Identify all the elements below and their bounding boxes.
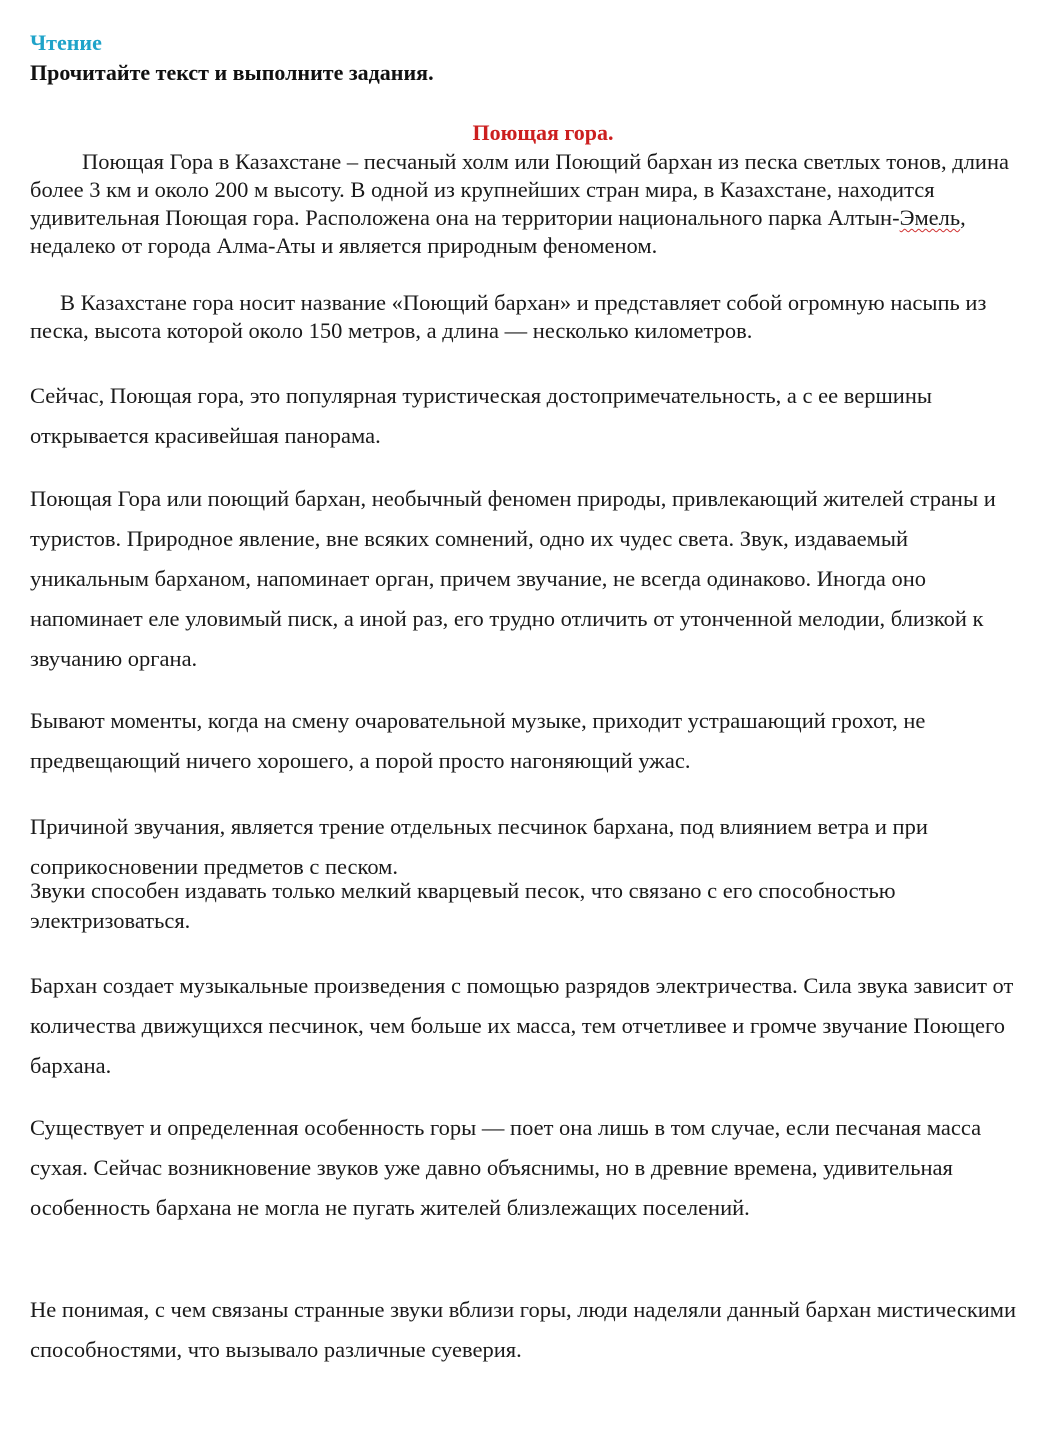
paragraph-3: Сейчас, Поющая гора, это популярная туристическая достопримечательность, а с ее вершины открывается красивейшая панорама. — [30, 383, 932, 448]
paragraph-8: Существует и определенная особенность горы — поет она лишь в том случае, если песчаная масса сухая. Сейчас возникновение звуков уже давно объяснимы, но в древние времена, удивительная особенность бархана не могла не пугать жителей близлежащих поселений. — [30, 1115, 982, 1220]
paragraph-7: Бархан создает музыкальные произведения с помощью разрядов электричества. Сила звука зависит от количества движущихся песчинок, чем больше их масса, тем отчетливее и громче звучание Поющего бархана. — [30, 973, 1014, 1078]
article-title: Поющая гора. — [472, 120, 614, 145]
paragraph-1-text: Поющая Гора в Казахстане – песчаный холм или Поющий бархан из песка светлых тонов, длина более 3 км и около 200 м высоту. В одной из крупнейших стран мира, в Казахстане, находится удивительная Поющая гора. Расположена она на территории национального парка Алтын- — [30, 149, 1010, 230]
paragraph-6-continued: Звуки способен издавать только мелкий кварцевый песок, что связано с его способностью электризоваться. — [30, 878, 896, 933]
paragraph-2: В Казахстане гора носит название «Поющий бархан» и представляет собой огромную насыпь из песка, высота которой около 150 метров, а длина — несколько километров. — [30, 290, 987, 343]
paragraph-9: Не понимая, с чем связаны странные звуки вблизи горы, люди наделяли данный бархан мистическими способностями, что вызывало различные суеверия. — [30, 1297, 1017, 1362]
paragraph-1 — [30, 148, 1022, 260]
section-label: Чтение — [30, 30, 102, 55]
instruction: Прочитайте текст и выполните задания. — [30, 60, 434, 85]
paragraph-6: Причиной звучания, является трение отдельных песчинок бархана, под влиянием ветра и при соприкосновении предметов с песком. — [30, 814, 928, 879]
spellcheck-marked-word: Эмель — [899, 205, 961, 230]
paragraph-1-text-end: , недалеко от города Алма-Аты и является природным феноменом. — [30, 205, 966, 258]
paragraph-5: Бывают моменты, когда на смену очаровательной музыке, приходит устрашающий грохот, не предвещающий ничего хорошего, а порой просто нагоняющий ужас. — [30, 708, 926, 773]
paragraph-4: Поющая Гора или поющий бархан, необычный феномен природы, привлекающий жителей страны и туристов. Природное явление, вне всяких сомнений, одно их чудес света. Звук, издаваемый уникальным барханом, напоминает орган, причем звучание, не всегда одинаково. Иногда оно напоминает еле уловимый писк, а иной раз, его трудно отличить от утонченной мелодии, близкой к звучанию органа. — [30, 486, 996, 671]
